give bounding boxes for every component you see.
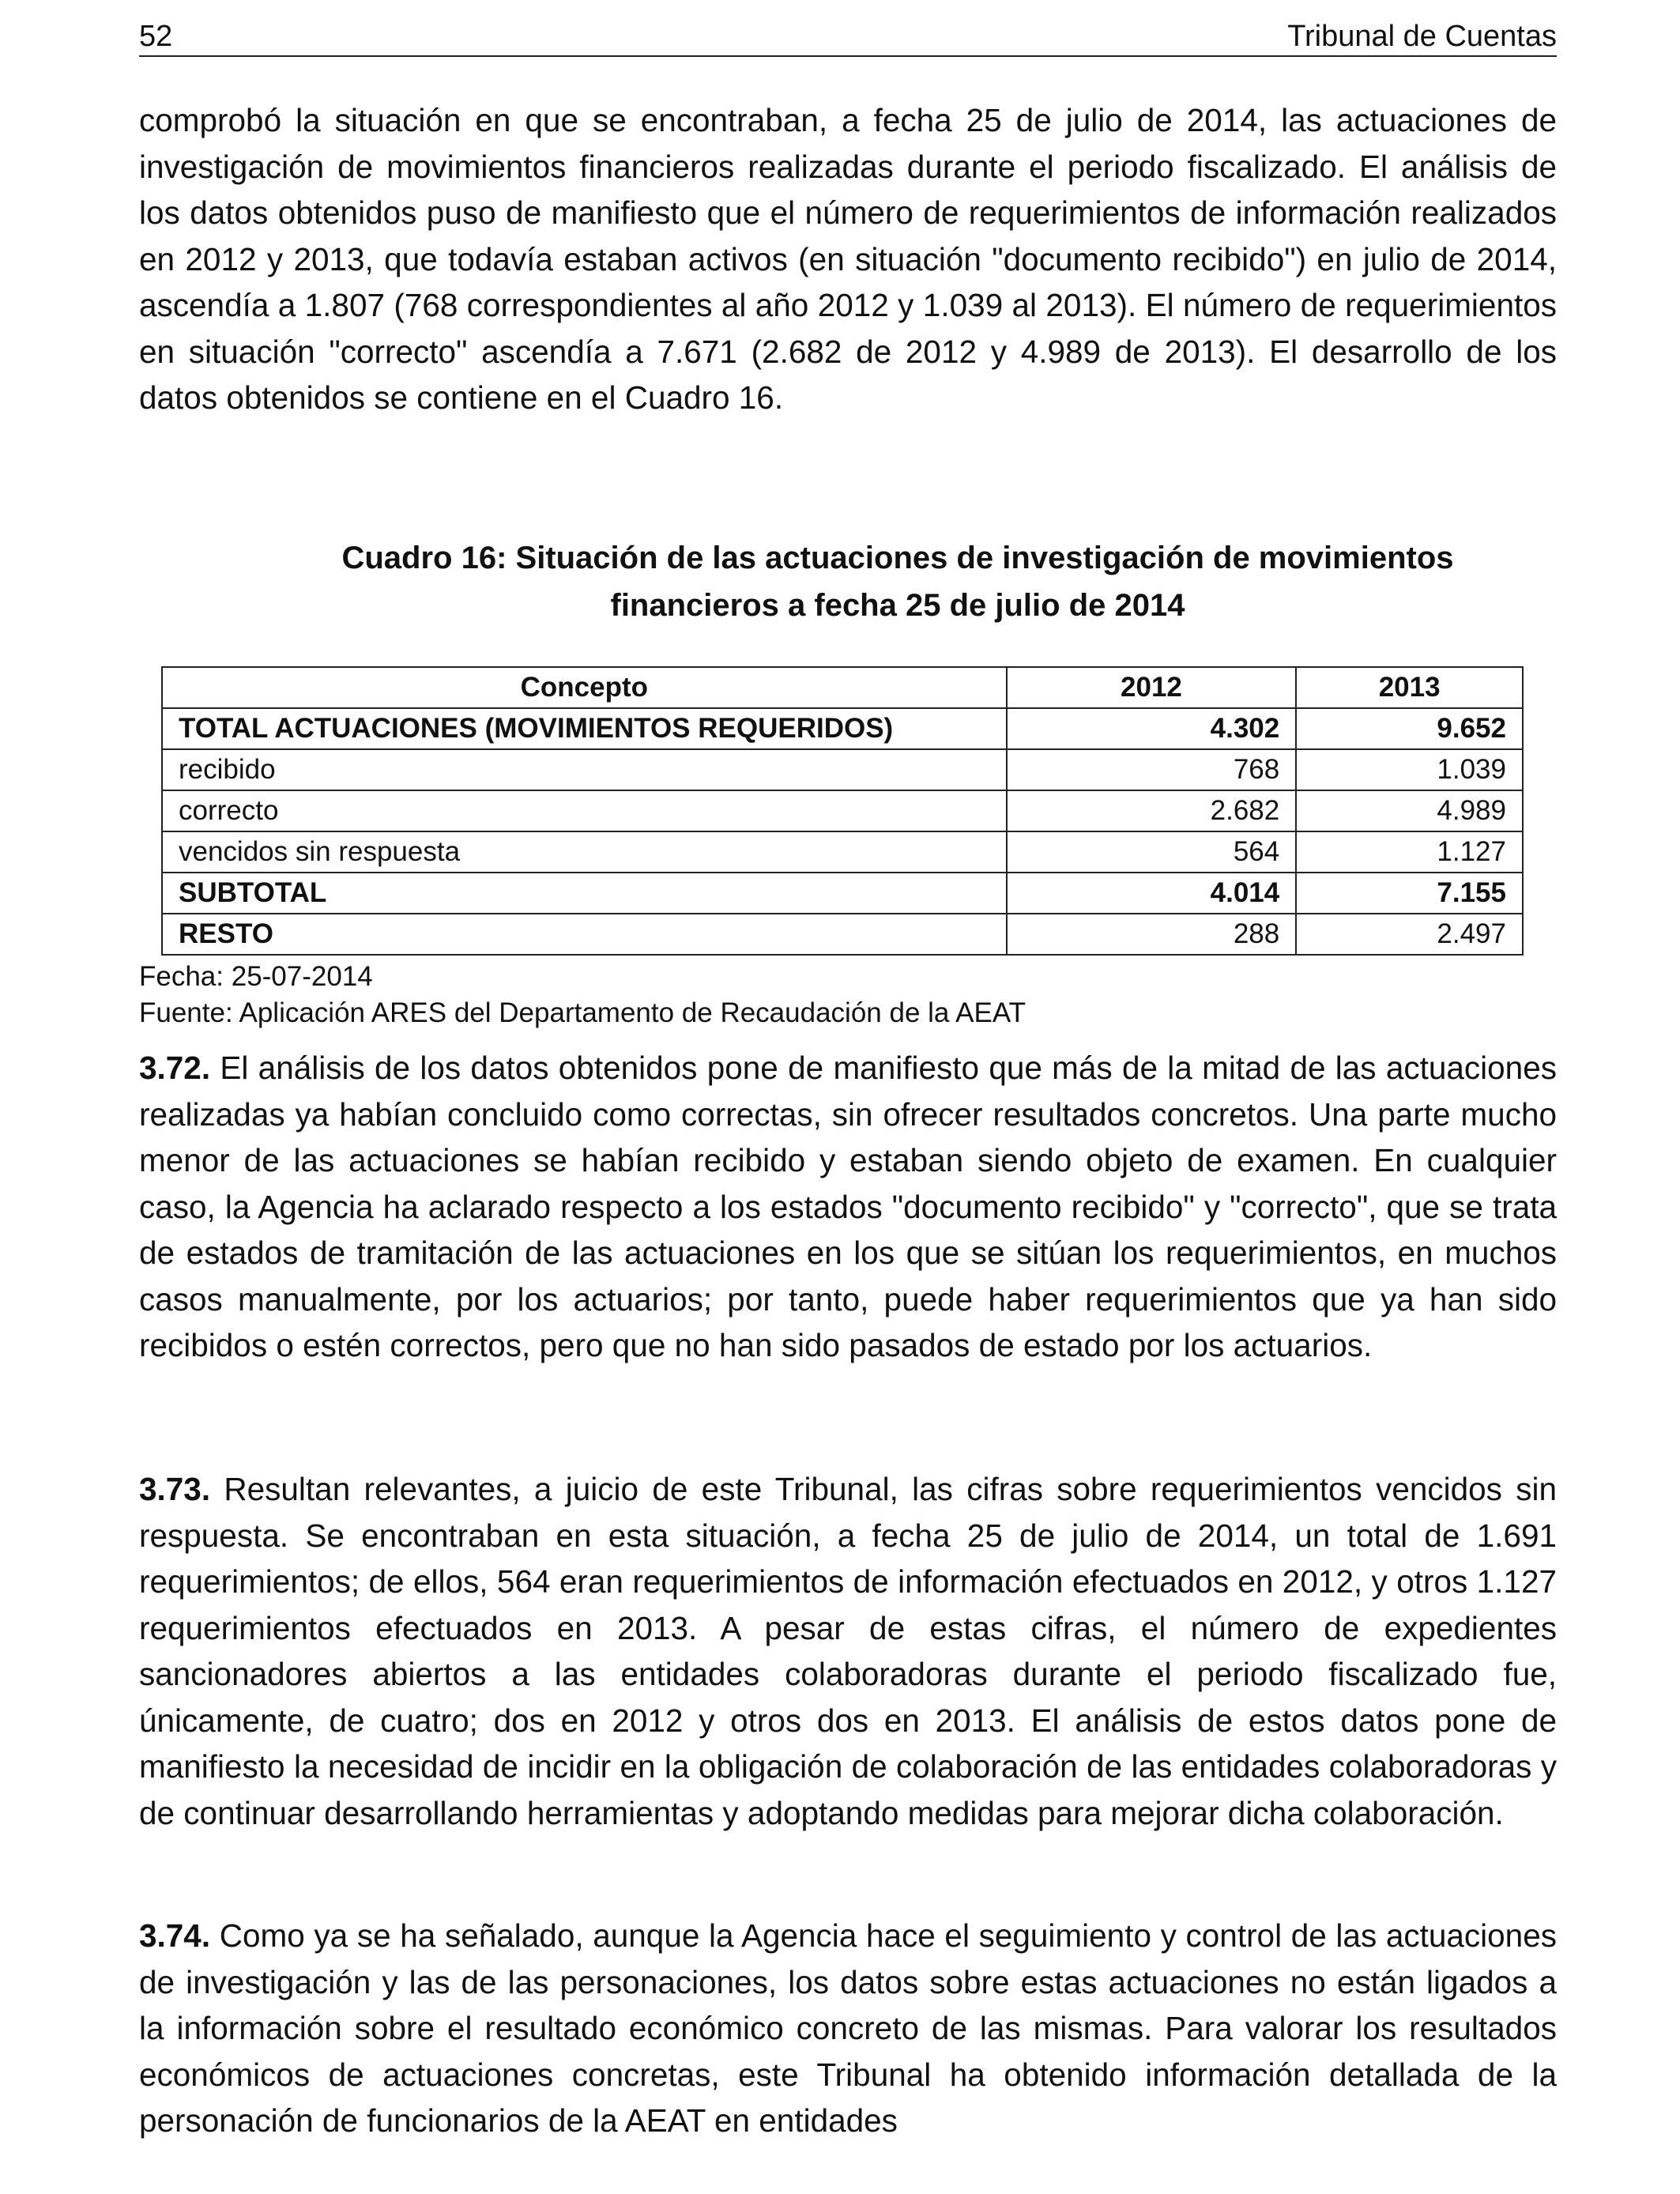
situation-table: [161, 666, 1524, 956]
table-header-row: [162, 667, 1523, 708]
cell-concept: correcto: [162, 790, 1007, 831]
header-2013: 2013: [1296, 667, 1523, 708]
paragraph-3-72: [139, 1045, 1557, 1369]
cell-concept: SUBTOTAL: [162, 873, 1007, 914]
paragraph-text: Como ya se ha señalado, aunque la Agencia hace el seguimiento y control de las actuaciones de investigación y las de las personaciones, los datos sobre estas actuaciones no están ligados a la información sobre el resultado económico concreto de las mismas. Para valorar los resultados económicos de actuaciones concretas, este Tribunal ha obtenido información detallada de la personación de funcionarios de la AEAT en entidades: [139, 1917, 1557, 2139]
cell-concept: recibido: [162, 749, 1007, 790]
paragraph-number: 3.74.: [139, 1917, 211, 1954]
paragraph-text: Resultan relevantes, a juicio de este Tribunal, las cifras sobre requerimientos vencidos sin respuesta. Se encontraban en esta situación, a fecha 25 de julio de 2014, un total de 1.691 requerimientos; de ellos, 564 eran requerimientos de información efectuados en 2012, y otros 1.127 requerimientos efectuados en 2013. A pesar de estas cifras, el número de expedientes sancionadores abiertos a las entidades colaboradoras durante el periodo fiscalizado fue, únicamente, de cuatro; dos en 2012 y otros dos en 2013. El análisis de estos datos pone de manifiesto la necesidad de incidir en la obligación de colaboración de las entidades colaboradoras y de continuar desarrollando herramientas y adoptando medidas para mejorar dicha colaboración.: [139, 1471, 1557, 1831]
page-number: 52: [139, 20, 173, 53]
cell-2012: 2.682: [1007, 790, 1297, 831]
cell-concept: RESTO: [162, 914, 1007, 955]
cell-2012: 4.014: [1007, 873, 1297, 914]
table-row: [162, 873, 1523, 914]
paragraph-3-74: [139, 1913, 1557, 2144]
page-header: [139, 17, 1557, 57]
header-title: Tribunal de Cuentas: [1287, 20, 1557, 53]
header-concepto: Concepto: [162, 667, 1007, 708]
cell-concept: vencidos sin respuesta: [162, 831, 1007, 873]
cell-2013: 9.652: [1296, 708, 1523, 749]
cell-concept: TOTAL ACTUACIONES (MOVIMIENTOS REQUERIDOS): [162, 708, 1007, 749]
paragraph-number: 3.72.: [139, 1050, 211, 1086]
intro-paragraph: comprobó la situación en que se encontraban, a fecha 25 de julio de 2014, las actuaciones de investigación de movimientos financieros realizadas durante el periodo fiscalizado. El análisis de los datos obtenidos puso de manifiesto que el número de requerimientos de información realizados en 2012 y 2013, que todavía estaban activos (en situación "documento recibido") en julio de 2014, ascendía a 1.807 (768 correspondientes al año 2012 y 1.039 al 2013). El número de requerimientos en situación "correcto" ascendía a 7.671 (2.682 de 2012 y 4.989 de 2013). El desarrollo de los datos obtenidos se contiene en el Cuadro 16.: [139, 102, 1557, 416]
cell-2012: 4.302: [1007, 708, 1297, 749]
table-caption: Cuadro 16: Situación de las actuaciones de investigación de movimientos financieros a fecha 25 de julio de 2014: [341, 541, 1454, 623]
table-row: [162, 831, 1523, 873]
cell-2012: 768: [1007, 749, 1297, 790]
cell-2013: 1.039: [1296, 749, 1523, 790]
table-row: [162, 708, 1523, 749]
cell-2012: 288: [1007, 914, 1297, 955]
paragraph-3-73: [139, 1466, 1557, 1836]
header-2012: 2012: [1007, 667, 1297, 708]
table-row: [162, 914, 1523, 955]
cell-2013: 2.497: [1296, 914, 1523, 955]
cell-2013: 7.155: [1296, 873, 1523, 914]
table-source-note: Fuente: Aplicación ARES del Departamento de Recaudación de la AEAT: [139, 997, 1026, 1028]
paragraph-number: 3.73.: [139, 1471, 211, 1507]
table-date-note: Fecha: 25-07-2014: [139, 961, 373, 992]
cell-2013: 4.989: [1296, 790, 1523, 831]
table-row: [162, 749, 1523, 790]
cell-2013: 1.127: [1296, 831, 1523, 873]
table-row: [162, 790, 1523, 831]
cell-2012: 564: [1007, 831, 1297, 873]
paragraph-text: El análisis de los datos obtenidos pone de manifiesto que más de la mitad de las actuaciones realizadas ya habían concluido como correctas, sin ofrecer resultados concretos. Una parte mucho menor de las actuaciones se habían recibido y estaban siendo objeto de examen. En cualquier caso, la Agencia ha aclarado respecto a los estados "documento recibido" y "correcto", que se trata de estados de tramitación de las actuaciones en los que se sitúan los requerimientos, en muchos casos manualmente, por los actuarios; por tanto, puede haber requerimientos que ya han sido recibidos o estén correctos, pero que no han sido pasados de estado por los actuarios.: [139, 1050, 1557, 1363]
